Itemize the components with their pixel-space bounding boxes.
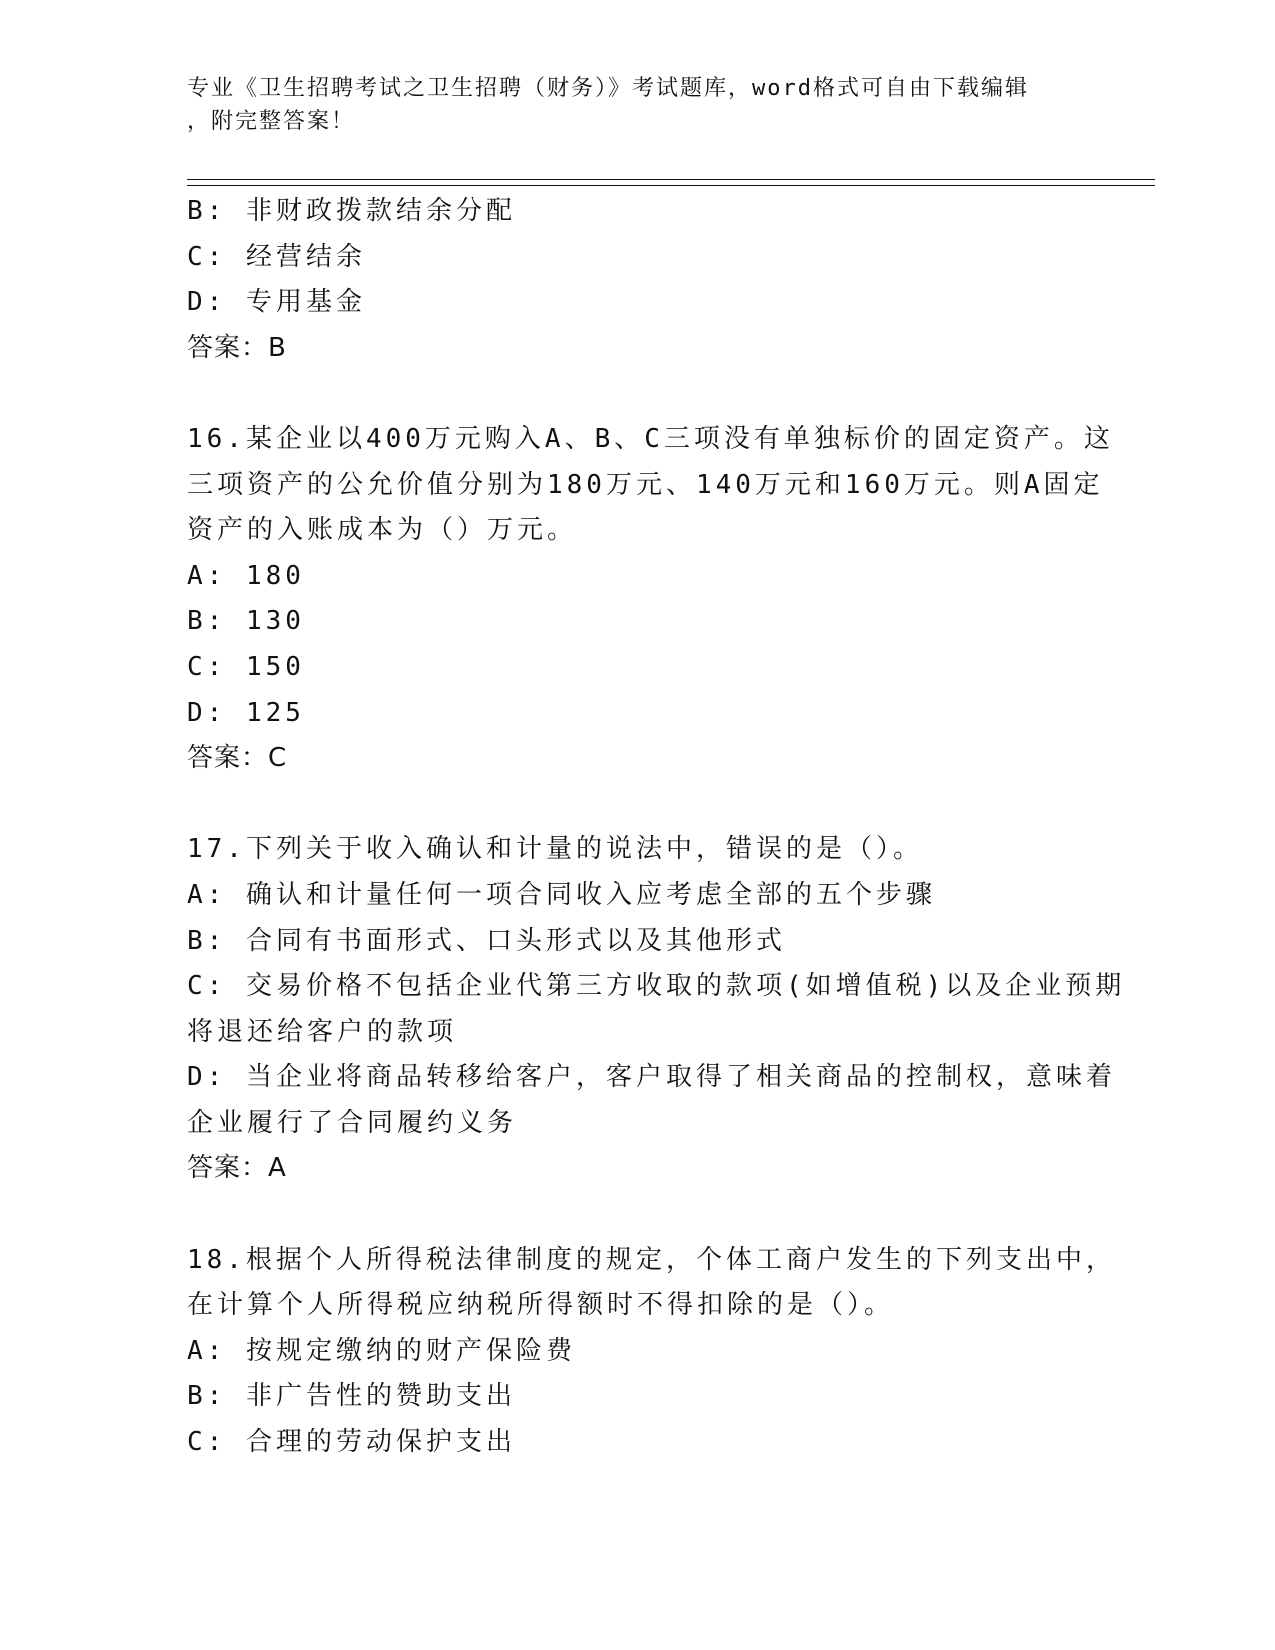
answer-line: 答案：B — [187, 332, 287, 363]
option-c: C: 150 — [187, 651, 305, 682]
option-d: D: 专用基金 — [187, 287, 366, 318]
option-d-continued: 企业履行了合同履约义务 — [187, 1107, 518, 1138]
option-c: C: 经营结余 — [187, 241, 366, 272]
header-double-rule — [187, 179, 1155, 186]
document-header — [187, 72, 1067, 138]
question-18 — [187, 1238, 1116, 1466]
document-body — [187, 189, 1126, 1466]
option-a: A: 确认和计量任何一项合同收入应考虑全部的五个步骤 — [187, 879, 936, 910]
answer-line: 答案：A — [187, 1153, 287, 1184]
answer-line: 答案：C — [187, 743, 288, 774]
question-stem-line: 17.下列关于收入确认和计量的说法中，错误的是（）。 — [187, 834, 923, 865]
option-b: B: 合同有书面形式、口头形式以及其他形式 — [187, 925, 786, 956]
question-16 — [187, 417, 1114, 782]
question-stem-line: 16.某企业以400万元购入A、B、C三项没有单独标价的固定资产。这 — [187, 423, 1114, 454]
option-d: D: 当企业将商品转移给客户，客户取得了相关商品的控制权，意味着 — [187, 1062, 1116, 1093]
option-d: D: 125 — [187, 697, 305, 728]
option-a: A: 按规定缴纳的财产保险费 — [187, 1335, 576, 1366]
option-a: A: 180 — [187, 560, 305, 591]
question-stem-line: 三项资产的公允价值分别为180万元、140万元和160万元。则A固定 — [187, 469, 1104, 500]
header-line-2: ，附完整答案！ — [187, 109, 356, 134]
header-line-1: 专业《卫生招聘考试之卫生招聘（财务）》考试题库，word格式可自由下载编辑 — [187, 76, 1029, 101]
option-c-continued: 将退还给客户的款项 — [187, 1016, 458, 1047]
question-stem-line: 在计算个人所得税应纳税所得额时不得扣除的是（）。 — [187, 1290, 895, 1321]
question-17 — [187, 827, 1126, 1192]
option-c: C: 合理的劳动保护支出 — [187, 1427, 516, 1458]
question-stem-line: 18.根据个人所得税法律制度的规定，个体工商户发生的下列支出中， — [187, 1244, 1116, 1275]
question-stem-line: 资产的入账成本为（）万元。 — [187, 515, 578, 546]
option-b: B: 130 — [187, 606, 305, 637]
option-c: C: 交易价格不包括企业代第三方收取的款项(如增值税)以及企业预期 — [187, 971, 1126, 1002]
option-b: B: 非财政拨款结余分配 — [187, 196, 516, 226]
option-b: B: 非广告性的赞助支出 — [187, 1381, 516, 1412]
question-15-tail — [187, 189, 1087, 371]
